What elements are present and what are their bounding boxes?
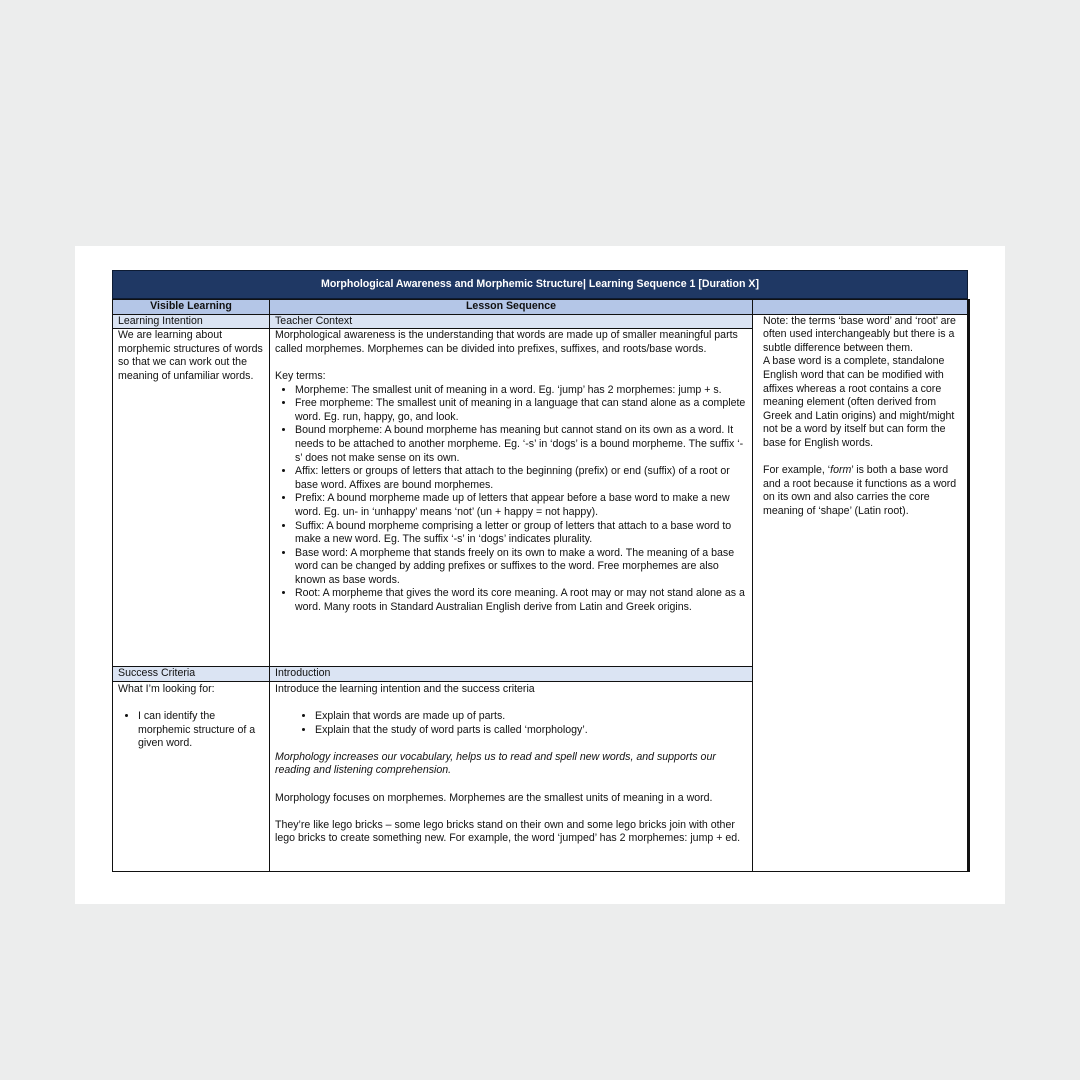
key-term-item: • Prefix: A bound morpheme made up of letters that appear before a base word to make a new word. Eg. un- in ‘unhappy’ means ‘not’ (un + happy = not happy). xyxy=(295,492,747,519)
key-terms-list xyxy=(275,384,747,615)
success-criteria-content xyxy=(113,681,270,871)
key-term-item: • Bound morpheme: A bound morpheme has meaning but cannot stand on its own as a word. It needs to be attached to another morpheme. Eg. ‘-s’ in ‘dogs’ is a bound morpheme. The suffix ‘-s’ does not make sense on its own. xyxy=(295,424,747,465)
header-visible-learning: Visible Learning xyxy=(113,300,270,315)
success-criteria-lead: What I’m looking for: xyxy=(118,682,215,695)
success-criteria-item: • I can identify the morphemic structure of a given word. xyxy=(138,710,264,751)
teacher-context-content xyxy=(270,329,753,667)
note-paragraph-1: Note: the terms ‘base word’ and ‘root’ are often used interchangeably but there is a subtle difference between them. xyxy=(763,314,956,354)
notes-cell xyxy=(753,314,969,871)
key-term-item: • Affix: letters or groups of letters that attach to the beginning (prefix) or end (suffix) of a root or base word. Affixes are bound morphemes. xyxy=(295,465,747,492)
lesson-table xyxy=(112,299,970,872)
introduction-content xyxy=(270,681,753,871)
key-term-item: • Morpheme: The smallest unit of meaning in a word. Eg. ‘jump’ has 2 morphemes: jump + s. xyxy=(295,384,747,398)
introduction-italic-text: Morphology increases our vocabulary, helps us to read and spell new words, and supports our reading and listening comprehension. xyxy=(275,750,716,777)
note-paragraph-2: A base word is a complete, standalone English word that can be modified with affixes whereas a root contains a core meaning element (often derived from Greek and Latin origins) and might/might not be a word by itself but can form the base for English words. xyxy=(763,355,955,449)
introduction-lego-text: They’re like lego bricks – some lego bricks stand on their own and some lego bricks join with other lego bricks to create something new. For example, the word ‘jumped’ has 2 morphemes: jump + ed. xyxy=(275,818,741,845)
subheader-row-1 xyxy=(113,314,969,329)
key-term-item: • Base word: A morpheme that stands freely on its own to make a word. The meaning of a base word can be changed by adding prefixes or suffixes to the word. Free morphemes are also known as base words. xyxy=(295,547,747,588)
learning-intention-label: Learning Intention xyxy=(113,314,270,329)
introduction-bullet: • Explain that words are made up of parts. xyxy=(315,710,747,724)
success-criteria-label: Success Criteria xyxy=(113,667,270,682)
introduction-bullet: • Explain that the study of word parts is called ‘morphology’. xyxy=(315,724,747,738)
header-notes xyxy=(753,300,969,315)
learning-intention-text: We are learning about morphemic structures of words so that we can work out the meaning of unfamiliar words. xyxy=(113,329,270,667)
success-criteria-list xyxy=(118,710,264,751)
note-paragraph-3: For example, ‘form’ is both a base word and a root because it functions as a word on its own and also carries the core meaning of ‘shape’ (Latin root). xyxy=(763,464,957,517)
key-term-item: • Root: A morpheme that gives the word its core meaning. A root may or may not stand alone as a word. Many roots in Standard Australian English derive from Latin and Greek origins. xyxy=(295,587,747,614)
introduction-bullets xyxy=(275,710,747,737)
lesson-plan xyxy=(112,270,968,872)
introduction-label: Introduction xyxy=(270,667,753,682)
teacher-context-intro: Morphological awareness is the understanding that words are made up of smaller meaningful parts called morphemes. Morphemes can be divided into prefixes, suffixes, and roots/base words. xyxy=(275,329,738,355)
document-title: Morphological Awareness and Morphemic Structure| Learning Sequence 1 [Duration X] xyxy=(112,270,968,299)
key-term-item: • Suffix: A bound morpheme comprising a letter or group of letters that attach to a base word to make a new word. Eg. The suffix ‘-s’ in ‘dogs’ indicates plurality. xyxy=(295,520,747,547)
teacher-context-label: Teacher Context xyxy=(270,314,753,329)
key-terms-label: Key terms: xyxy=(275,369,326,382)
document-page xyxy=(75,246,1005,904)
introduction-morphemes-text: Morphology focuses on morphemes. Morphemes are the smallest units of meaning in a word. xyxy=(275,791,713,804)
header-lesson-sequence: Lesson Sequence xyxy=(270,300,753,315)
key-term-item: • Free morpheme: The smallest unit of meaning in a language that can stand alone as a complete word. Eg. run, happy, go, and look. xyxy=(295,397,747,424)
introduction-lead: Introduce the learning intention and the success criteria xyxy=(275,682,535,695)
header-row xyxy=(113,300,969,315)
